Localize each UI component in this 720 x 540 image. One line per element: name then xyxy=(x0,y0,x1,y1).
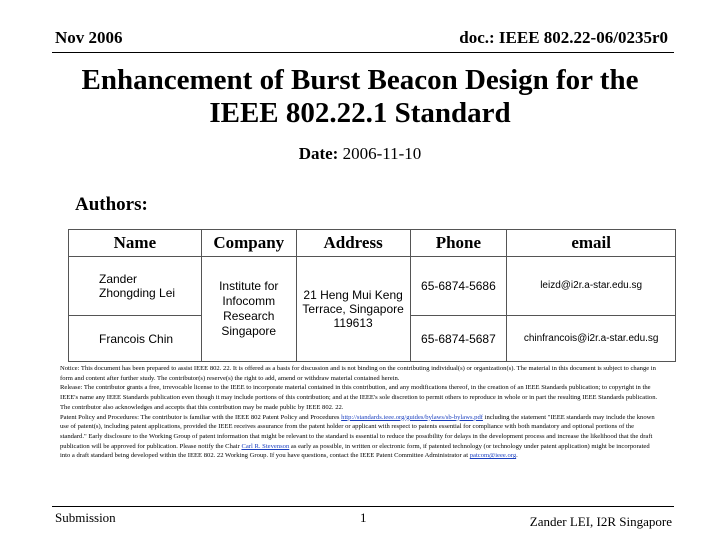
author-email[interactable]: chinfrancois@i2r.a-star.edu.sg xyxy=(507,316,676,362)
col-header-email: email xyxy=(507,230,676,257)
col-header-phone: Phone xyxy=(410,230,507,257)
chair-link[interactable]: Carl R. Stevenson xyxy=(241,442,290,450)
table-row xyxy=(69,257,676,316)
ieee-notice xyxy=(60,364,658,461)
date-label: Date: xyxy=(298,144,339,163)
address-line: 21 Heng Mui Keng xyxy=(303,288,403,302)
title-line-1: Enhancement of Burst Beacon Design for the xyxy=(81,64,639,96)
date-value: 2006-11-10 xyxy=(342,144,422,163)
header-date: Nov 2006 xyxy=(55,28,123,47)
authors-heading: Authors: xyxy=(75,194,148,215)
patent-policy-paragraph xyxy=(60,413,658,462)
company-line: Singapore xyxy=(221,324,277,338)
company-line: Institute for xyxy=(219,279,279,293)
patent-text: including the statement "IEEE standards may include the known use of patent(s), including patent applications, provided the IEEE receives assurance from the patent holder or applicant with respect to patents essential for compliance with both mandatory and optional portions of the standard." Early disclosure to the Working Group of patent information that might be relevant to the standard is essential to reduce the possibility for delays in the development process and increase the likelihood that the draft publication will be approved for publication. Please notify the Chair xyxy=(60,413,655,450)
title-line-2: IEEE 802.22.1 Standard xyxy=(209,97,511,129)
author-email[interactable]: leizd@i2r.a-star.edu.sg xyxy=(507,257,676,316)
footer-divider xyxy=(52,506,674,507)
patcom-email-link[interactable]: patcom@ieee.org xyxy=(469,452,517,460)
slide-title xyxy=(40,64,680,130)
author-phone: 65-6874-5686 xyxy=(410,257,507,316)
author-name: Francois Chin xyxy=(69,316,202,362)
company-line: Research xyxy=(223,309,275,323)
bylaws-link[interactable]: http://standards.ieee.org/guides/bylaws/sb-bylaws.pdf xyxy=(341,413,483,421)
company-line: Infocomm xyxy=(222,294,276,308)
footer-submission: Submission xyxy=(55,510,116,525)
address-line: Terrace, Singapore xyxy=(302,302,404,316)
author-name: Zander Zhongding Lei xyxy=(69,257,202,316)
author-company xyxy=(201,257,296,362)
patent-text: Patent Policy and Procedures: The contributor is familiar with the IEEE 802 Patent Policy and Procedures xyxy=(60,413,342,421)
author-phone: 65-6874-5687 xyxy=(410,316,507,362)
author-address xyxy=(296,257,410,362)
table-header-row xyxy=(69,230,676,257)
patent-text: . xyxy=(516,452,518,460)
date-line xyxy=(0,144,720,164)
notice-paragraph: Notice: This document has been prepared to assist IEEE 802. 22. It is offered as a basis for discussion and is not binding on the contributing individual(s) or organization(s). The material in this document is subject to change in form and content after further study. The contributor(s) reserve(s) the right to add, amend or withdraw material contained herein. xyxy=(60,365,656,382)
col-header-address: Address xyxy=(296,230,410,257)
address-line: 119613 xyxy=(333,316,373,330)
header-doc-id: doc.: IEEE 802.22-06/0235r0 xyxy=(459,28,668,47)
release-paragraph: Release: The contributor grants a free, irrevocable license to the IEEE to incorporate material contained in this contribution, and any modifications thereof, in the creation of an IEEE Standards publication; to copyright in the IEEE's name any IEEE Standards publication even though it may include portions of this contribution; and at the IEEE's sole discretion to permit others to reproduce in whole or in part the resulting IEEE Standards publication. The contributor also acknowledges and accepts that this contribution may be made public by IEEE 802. 22. xyxy=(60,384,658,411)
authors-table xyxy=(68,229,676,362)
col-header-company: Company xyxy=(201,230,296,257)
footer-page-number: 1 xyxy=(360,510,367,525)
patent-text: as early as possible, in written or electronic form, if patented technology (or technology under patent application) might be incorporated into a draft standard being developed within the IEEE 802. 22 Working Group. If you have questions, contact the IEEE Patent Committee Administrator at xyxy=(60,442,650,460)
header-divider xyxy=(52,52,674,53)
footer-author: Zander LEI, I2R Singapore xyxy=(529,514,672,529)
col-header-name: Name xyxy=(69,230,202,257)
